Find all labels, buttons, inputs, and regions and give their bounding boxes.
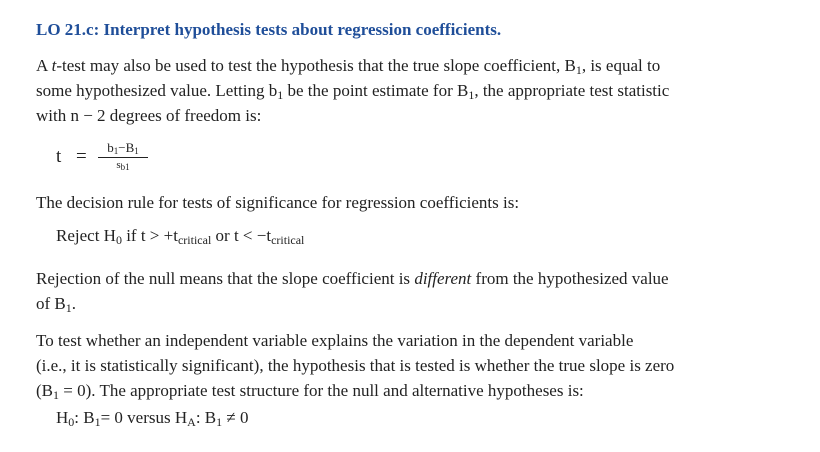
text: s [116, 159, 121, 171]
text: Reject H [56, 226, 116, 245]
intro-paragraph [36, 53, 669, 128]
significance-paragraph [36, 328, 674, 403]
text: : B [74, 408, 95, 427]
t-italic: t [51, 56, 57, 75]
text: (B [36, 381, 53, 400]
text: Rejection of the null means that the slope coefficient is [36, 269, 415, 288]
intro-line-1 [36, 53, 669, 78]
text: or t < −t [211, 226, 272, 245]
fraction-numerator [98, 140, 148, 158]
text: be the point estimate for B [283, 81, 469, 100]
subscript: 1 [575, 63, 582, 77]
rejection-paragraph [36, 266, 669, 316]
rejection-line-2 [36, 291, 669, 316]
text: , the appropriate test statistic [474, 81, 670, 100]
text: ≠ 0 [222, 408, 249, 427]
subscript: 1 [134, 146, 139, 156]
significance-line-1: To test whether an independent variable explains the variation in the dependent variable [36, 331, 634, 350]
significance-line-3 [36, 378, 674, 403]
subscript: critical [271, 233, 305, 247]
subscript: 1 [94, 415, 101, 429]
text: , is equal to [581, 56, 661, 75]
text: from the hypothesized value [471, 269, 669, 288]
formula-lhs: t [56, 146, 62, 167]
subscript: 0 [68, 415, 75, 429]
decision-rule-intro: The decision rule for tests of significance for regression coefficients is: [36, 193, 520, 212]
subscript: 1 [53, 388, 59, 402]
fraction-denominator [98, 158, 148, 171]
emphasis: different [414, 269, 472, 288]
subscript: 1 [277, 88, 284, 102]
text: H [56, 408, 69, 427]
subscript: 1 [65, 301, 72, 315]
hypotheses-statement [56, 408, 248, 428]
text: b [107, 140, 114, 155]
text: some hypothesized value. Letting b [36, 81, 278, 100]
text: . [71, 294, 76, 313]
subscript: b1 [120, 162, 130, 172]
text: A [36, 56, 52, 75]
intro-line-3: with n − 2 degrees of freedom is: [36, 106, 262, 125]
text: −B [118, 140, 135, 155]
text: -test may also be used to test the hypothesis that the true slope coefficient, B [56, 56, 576, 75]
significance-line-2: (i.e., it is statistically significant), the hypothesis that is tested is whether the true slope is zero [36, 356, 675, 375]
formula-fraction [98, 140, 148, 171]
subscript: 1 [216, 415, 223, 429]
text: = 0). The appropriate test structure for the null and alternative hypotheses is: [59, 381, 584, 400]
formula-equals: = [76, 146, 87, 167]
subscript: 0 [115, 233, 122, 247]
subscript: A [187, 415, 196, 429]
text: if t > +t [121, 226, 178, 245]
text: = 0 versus H [100, 408, 188, 427]
subscript: 1 [113, 146, 119, 156]
subscript: critical [177, 233, 212, 247]
text: of B [36, 294, 66, 313]
section-heading: LO 21.c: Interpret hypothesis tests about regression coefficients. [36, 20, 502, 39]
rejection-line-1 [36, 266, 669, 291]
subscript: 1 [468, 88, 475, 102]
intro-line-2 [36, 78, 669, 103]
text: : B [195, 408, 217, 427]
decision-rule [56, 226, 304, 246]
